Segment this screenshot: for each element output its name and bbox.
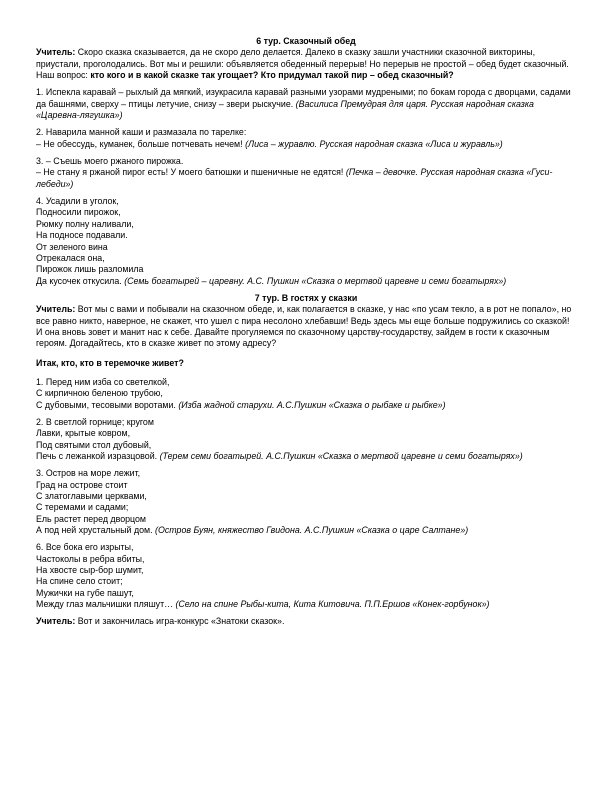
round6-item-3-line-1: 3. – Съешь моего ржаного пирожка. bbox=[36, 156, 184, 167]
round7-question bbox=[36, 358, 576, 369]
question-prefix: Наш вопрос: bbox=[36, 70, 91, 81]
answer-text: (Василиса Премудрая для царя. Русская народная сказка «Царевна-лягушка») bbox=[36, 98, 534, 121]
riddle-text: Печь с лежанкой изразцовой. bbox=[36, 451, 160, 461]
round6-item-2-line-2 bbox=[36, 139, 576, 150]
answer-text: (Лиса – журавлю. Русская народная сказка «Лиса и журавль») bbox=[245, 138, 503, 149]
riddle-text: Между глаз мальчишки пляшут… bbox=[36, 599, 176, 610]
round7-item-4 bbox=[36, 542, 576, 610]
round6-item-4 bbox=[36, 196, 576, 287]
poem-line: Подносили пирожок, bbox=[36, 207, 121, 218]
poem-line-last bbox=[36, 451, 576, 462]
poem-line: 6. Все бока его изрыты, bbox=[36, 542, 134, 553]
poem-line: 4. Усадили в уголок, bbox=[36, 196, 119, 207]
poem-line: С теремами и садами; bbox=[36, 502, 129, 513]
document-page bbox=[36, 36, 576, 628]
round6-item-2-line-1: 2. Наварила манной каши и размазала по тарелке: bbox=[36, 127, 247, 138]
riddle-text: 1. Испекла каравай – рыхлый да мягкий, изукрасила каравай разными узорами мудреными; по бокам города с дворцами, садами да башнями, сверху – птицы летучие, снизу – звери рыскучие. bbox=[36, 87, 571, 109]
poem-line: Мужички на губе пашут, bbox=[36, 587, 134, 598]
answer-text: (Изба жадной старухи. А.С.Пушкин «Сказка о рыбаке и рыбке») bbox=[178, 399, 446, 410]
poem-line: На хвосте сыр-бор шумит, bbox=[36, 565, 144, 576]
riddle-text: – Не стану я ржаной пирог есть! У моего батюшки и пшеничные не едятся! bbox=[36, 167, 346, 178]
poem-line: От зеленого вина bbox=[36, 241, 108, 252]
poem-line: Пирожок лишь разломила bbox=[36, 264, 144, 275]
teacher-label: Учитель: bbox=[36, 616, 76, 627]
round7-item-1 bbox=[36, 377, 576, 411]
poem-line-last bbox=[36, 599, 576, 610]
poem-line: Рюмку полну наливали, bbox=[36, 218, 134, 229]
poem-line: С кирпичною беленою трубою, bbox=[36, 388, 163, 399]
round7-heading: 7 тур. В гостях у сказки bbox=[254, 292, 358, 303]
poem-line: Ель растет перед дворцом bbox=[36, 513, 146, 524]
answer-text: (Семь богатырей – царевну. А.С. Пушкин «Сказка о мертвой царевне и семи богатырях») bbox=[124, 275, 507, 286]
poem-line: Частоколы в ребра вбиты, bbox=[36, 553, 145, 564]
question-text: Итак, кто, кто в теремочке живет? bbox=[36, 357, 184, 368]
intro-text: Скоро сказка сказывается, да не скоро дело делается. Далеко в сказку зашли участники сказочной викторины, приустали, проголодались. Вот мы и решили: объявляется обеденный перерыв! Но перерыв не простой – обед будет сказочный. bbox=[36, 47, 569, 69]
poem-line: На подносе подавали. bbox=[36, 230, 128, 241]
round7-item-3 bbox=[36, 468, 576, 536]
intro-text: Вот мы с вами и побывали на сказочном обеде, и, как полагается в сказке, у нас «по усам текло, а в рот не попало», но все равно никто, наверное, не скажет, что ушел с пира несолоно хлебавши! Ведь здесь мы еще больше подружились со сказкой! И она вновь зовет и манит нас к себе. Давайте прогуляемся по сказочному царству-государству, зайдем в гости к сказочным героям. Догадайтесь, кто в сказке живет по этому адресу? bbox=[36, 304, 572, 349]
round7-intro bbox=[36, 304, 576, 349]
poem-line-last bbox=[36, 400, 576, 411]
poem-line: На спине село стоит; bbox=[36, 576, 123, 587]
poem-line-last bbox=[36, 276, 576, 287]
riddle-text: А под ней хрустальный дом. bbox=[36, 525, 156, 536]
round6-item-3-line-2 bbox=[36, 167, 576, 190]
round7-item-2 bbox=[36, 417, 576, 462]
closing-paragraph bbox=[36, 616, 576, 627]
riddle-text: – Не обессудь, куманек, больше потчевать нечем! bbox=[36, 138, 246, 149]
riddle-text: Да кусочек откусила. bbox=[36, 275, 125, 286]
teacher-label: Учитель: bbox=[36, 304, 76, 315]
riddle-text: С дубовыми, тесовыми воротами. bbox=[36, 399, 179, 410]
round6-item-1 bbox=[36, 87, 576, 121]
poem-line: Под святыми стол дубовый, bbox=[36, 439, 152, 450]
question-text: кто кого и в какой сказке так угощает? Кто придумал такой пир – обед сказочный? bbox=[90, 70, 454, 81]
answer-text: (Остров Буян, княжество Гвидона. А.С.Пушкин «Сказка о царе Салтане») bbox=[155, 525, 469, 536]
poem-line: 1. Перед ним изба со светелкой, bbox=[36, 376, 170, 387]
teacher-label: Учитель: bbox=[36, 47, 76, 58]
round6-heading: 6 тур. Сказочный обед bbox=[256, 36, 356, 46]
closing-text: Вот и закончилась игра-конкурс «Знатоки сказок». bbox=[75, 616, 285, 627]
answer-text: (Село на спине Рыбы-кита, Кита Китовича. П.П.Ершов «Конек-горбунок») bbox=[175, 599, 490, 610]
poem-line: 3. Остров на море лежит, bbox=[36, 468, 141, 479]
answer-text: (Терем семи богатырей. А.С.Пушкин «Сказка о мертвой царевне и семи богатырях») bbox=[159, 451, 523, 461]
poem-line: Лавки, крытые ковром, bbox=[36, 428, 131, 439]
round6-question bbox=[36, 70, 576, 81]
answer-text: (Печка – девочке. Русская народная сказка «Гуси-лебеди») bbox=[36, 167, 553, 189]
poem-line: Град на острове стоит bbox=[36, 479, 128, 490]
poem-line: С златоглавыми церквами, bbox=[36, 491, 147, 502]
round6-intro bbox=[36, 47, 576, 70]
poem-line: Отрекалася она, bbox=[36, 252, 105, 263]
poem-line: 2. В светлой горнице; кругом bbox=[36, 416, 154, 427]
poem-line-last bbox=[36, 525, 576, 536]
